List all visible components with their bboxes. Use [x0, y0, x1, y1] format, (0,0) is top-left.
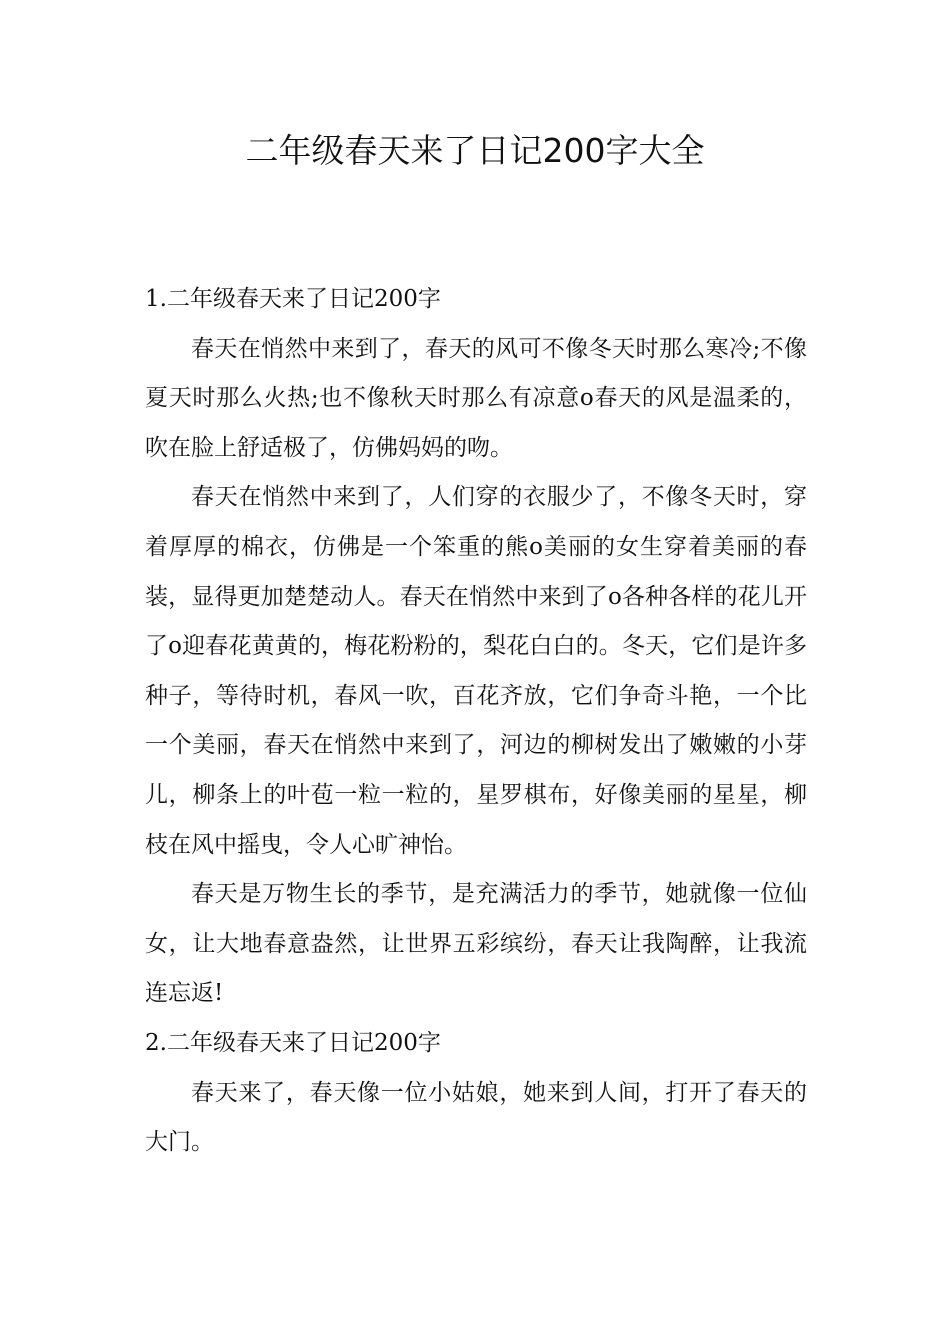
- paragraph: 春天在悄然中来到了，人们穿的衣服少了，不像冬天时，穿着厚厚的棉衣，仿佛是一个笨重的熊o美丽的女生穿着美丽的春装，显得更加楚楚动人。春天在悄然中来到了o各种各样的花儿开了o迎春花黄黄的，梅花粉粉的，梨花白白的。冬天，它们是许多种子，等待时机，春风一吹，百花齐放，它们争奇斗艳，一个比一个美丽，春天在悄然中来到了，河边的柳树发出了嫩嫩的小芽儿，柳条上的叶苞一粒一粒的，星罗棋布，好像美丽的星星，柳枝在风中摇曳，令人心旷神怡。: [145, 484, 807, 858]
- paragraph: 春天来了，春天像一位小姑娘，她来到人间，打开了春天的大门。: [145, 1079, 807, 1156]
- paragraph: 春天在悄然中来到了，春天的风可不像冬天时那么寒冷;不像夏天时那么火热;也不像秋天时那么有凉意o春天的风是温柔的，吹在脸上舒适极了，仿佛妈妈的吻。: [145, 335, 807, 461]
- document-body: [145, 275, 807, 1168]
- section-heading-2: 2.二年级春天来了日记200字: [145, 1029, 441, 1056]
- paragraph: 春天是万物生长的季节，是充满活力的季节，她就像一位仙女，让大地春意盎然，让世界五彩缤纷，春天让我陶醉，让我流连忘返!: [145, 881, 807, 1007]
- page-title: 二年级春天来了日记200字大全: [245, 131, 705, 170]
- section-heading-1: 1.二年级春天来了日记200字: [145, 286, 441, 312]
